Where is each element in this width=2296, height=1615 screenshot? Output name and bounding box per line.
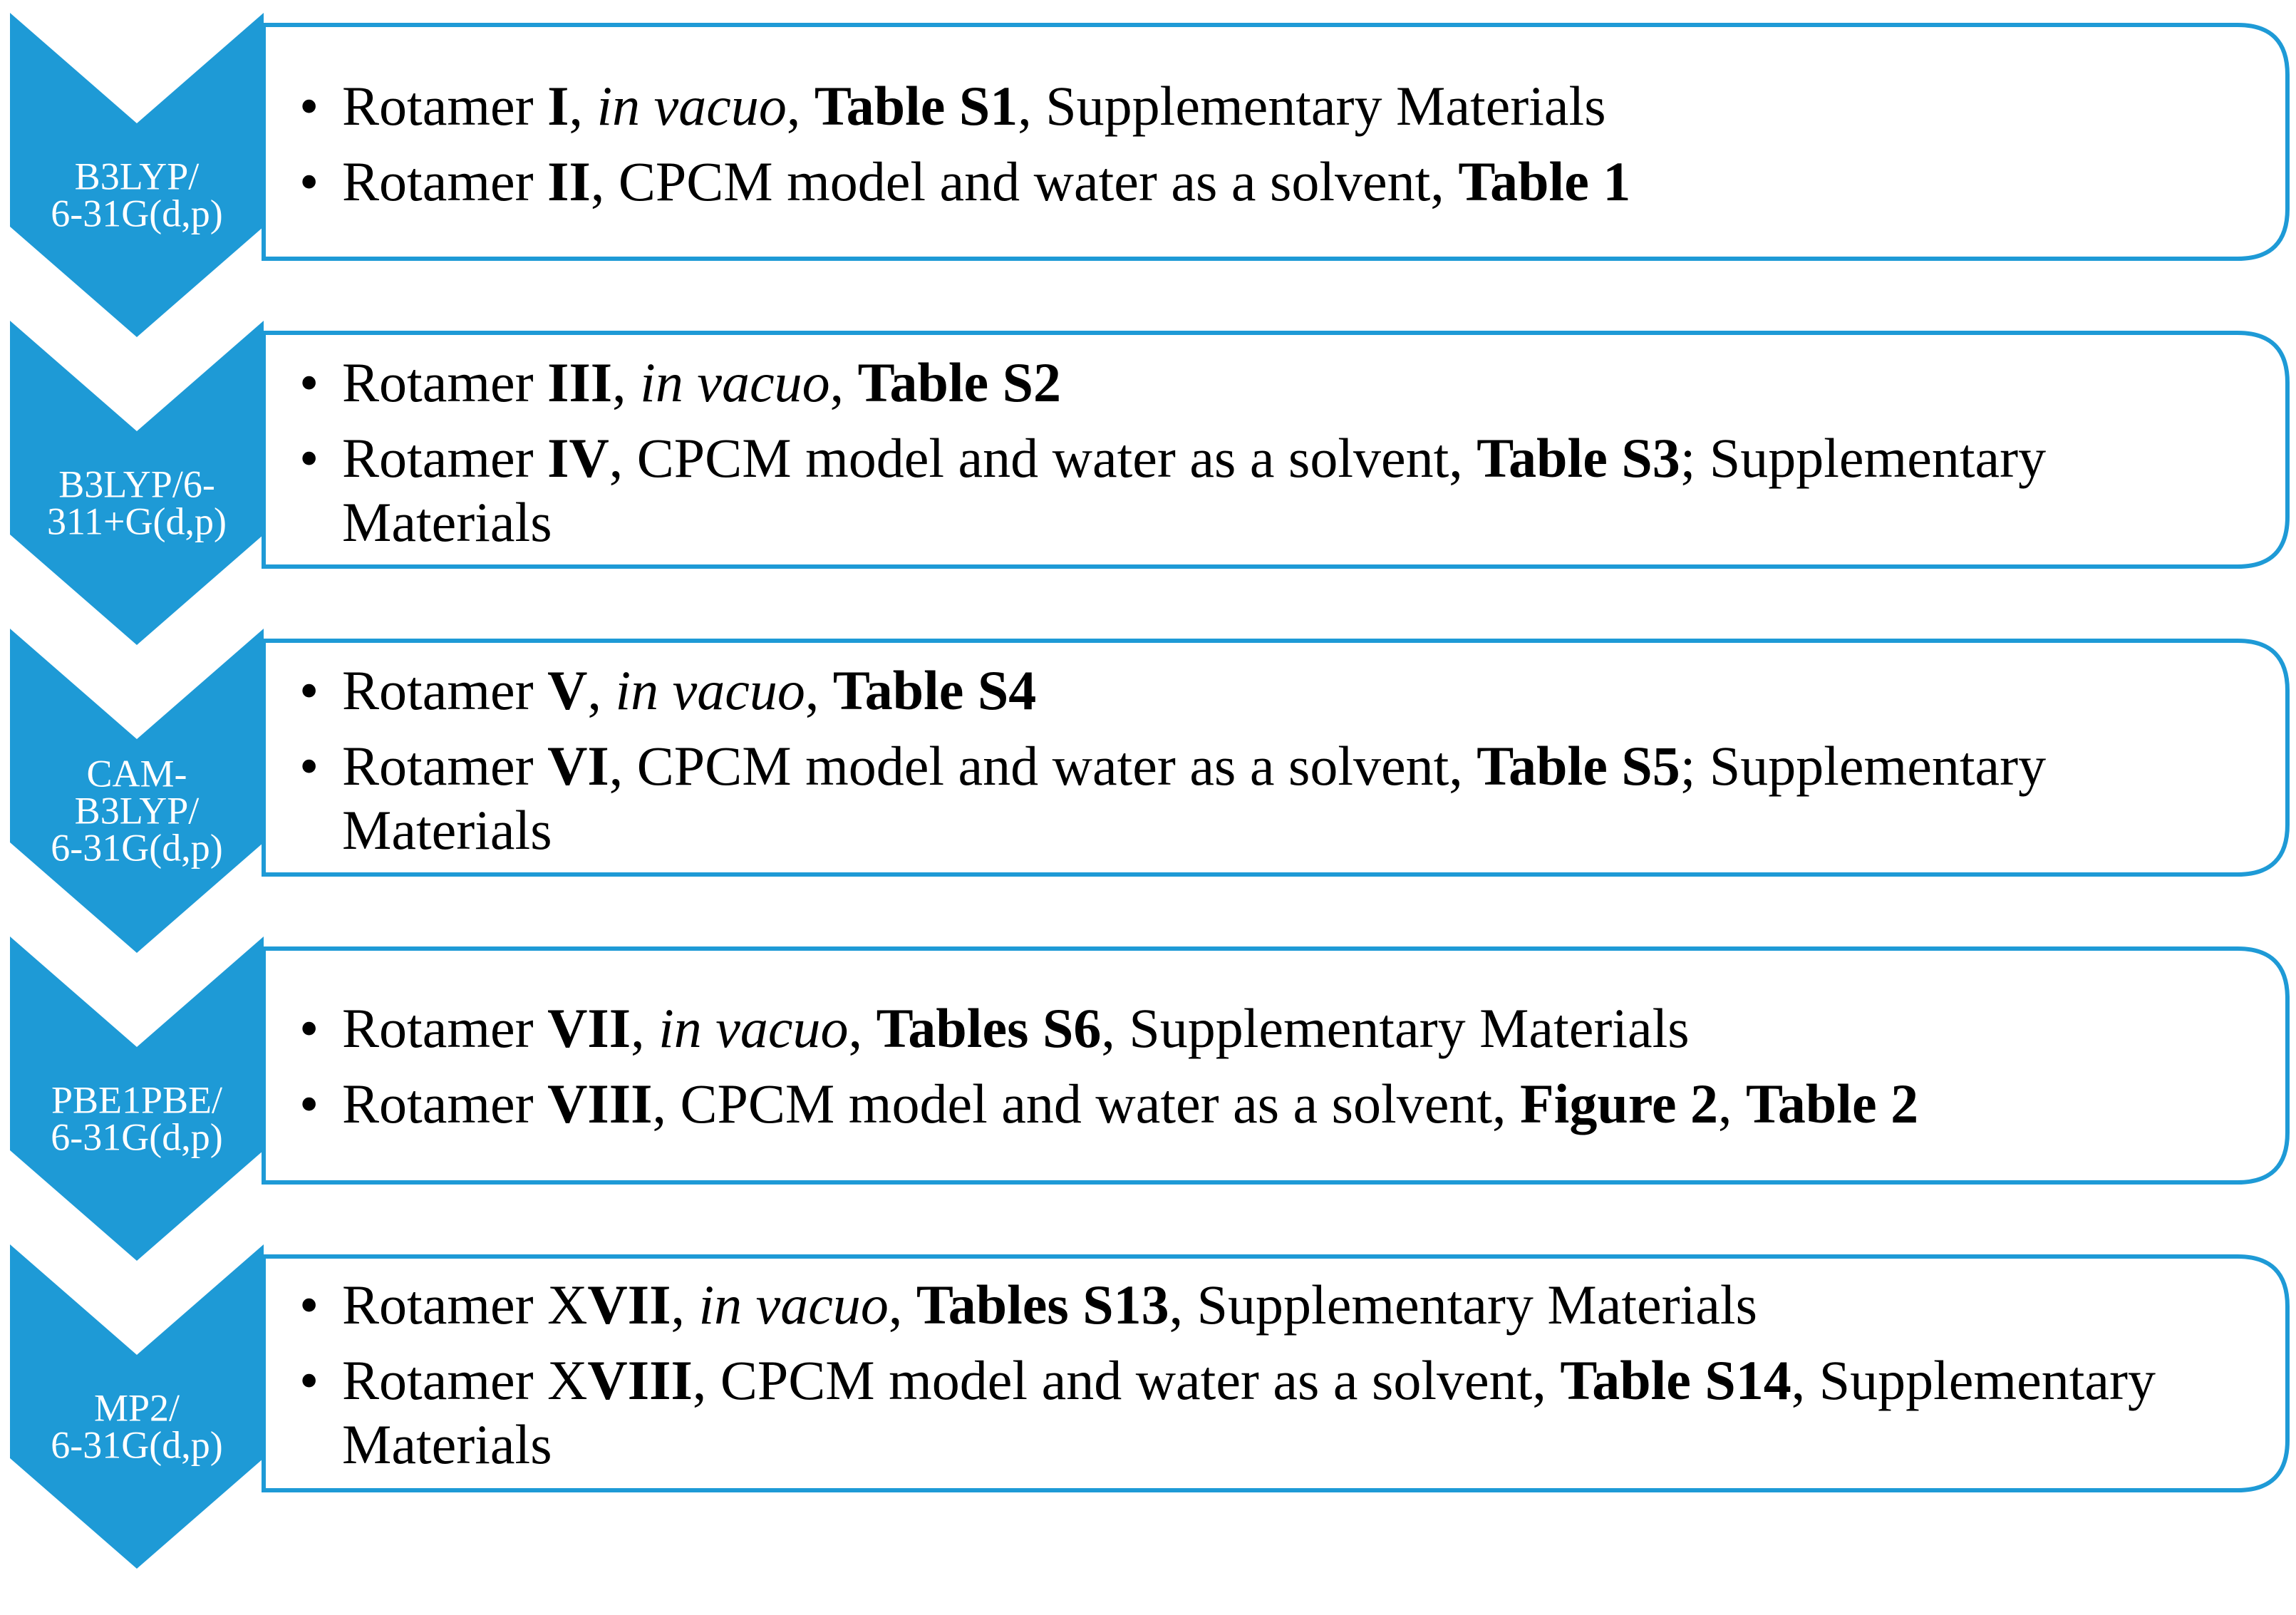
text-run: ,	[888, 1274, 916, 1336]
bullet-list-2	[294, 351, 2223, 554]
text-run: , CPCM model and water as a solvent,	[609, 427, 1477, 489]
method-label-line: 6-31G(d,p)	[51, 826, 223, 870]
method-label-line: CAM-	[86, 752, 187, 795]
bold-text: V	[547, 659, 588, 721]
text-run: Rotamer	[342, 997, 548, 1059]
text-run: , CPCM model and water as a solvent,	[609, 735, 1477, 797]
bullet-list-4	[294, 996, 2223, 1136]
italic-text: in vacuo	[698, 1274, 889, 1336]
italic-text: in vacuo	[640, 351, 830, 413]
bullet-item	[294, 1072, 2223, 1136]
bold-text: I	[547, 75, 569, 137]
bullet-list-5	[294, 1273, 2223, 1477]
text-run: Rotamer	[342, 1073, 548, 1135]
bullet-item	[294, 74, 2223, 138]
bullet-dot-icon: •	[299, 997, 319, 1059]
method-label-line: 6-31G(d,p)	[51, 1115, 223, 1159]
bullet-dot-icon: •	[299, 735, 319, 797]
bullet-dot-icon: •	[299, 150, 319, 212]
bullet-list-3	[294, 659, 2223, 862]
bullet-item	[294, 996, 2223, 1061]
bullet-dot-icon: •	[299, 1073, 319, 1135]
bullet-item	[294, 351, 2223, 415]
bold-text: Table 1	[1458, 150, 1631, 212]
bold-text: Table S4	[832, 659, 1037, 721]
method-label-line: PBE1PBE/	[51, 1078, 223, 1122]
text-run: , CPCM model and water as a solvent,	[692, 1349, 1561, 1411]
text-run: ,	[1718, 1073, 1747, 1135]
text-run: , CPCM model and water as a solvent,	[652, 1073, 1520, 1135]
bold-text: VII	[547, 997, 631, 1059]
method-label-line: B3LYP/	[74, 789, 200, 832]
text-run: ,	[829, 351, 858, 413]
italic-text: in vacuo	[658, 997, 849, 1059]
bold-text: Table S3	[1477, 427, 1680, 489]
text-run: Rotamer	[342, 735, 548, 797]
text-run: ,	[587, 659, 616, 721]
text-run: Rotamer	[342, 351, 548, 413]
bold-text: Figure 2	[1520, 1073, 1719, 1135]
method-label-line: MP2/	[93, 1386, 180, 1430]
bold-text: Tables S13	[916, 1274, 1169, 1336]
text-run: ,	[786, 75, 815, 137]
text-run: , Supplementary Materials	[1169, 1274, 1757, 1336]
text-run: , Supplementary Materials	[342, 1349, 2156, 1475]
bold-text: VIII	[547, 1073, 653, 1135]
bold-text: Table S2	[857, 351, 1062, 413]
text-run: Rotamer X	[342, 1274, 588, 1336]
italic-text: in vacuo	[615, 659, 805, 721]
text-run: , Supplementary Materials	[1018, 75, 1606, 137]
text-run: ,	[631, 997, 659, 1059]
method-label-line: 6-31G(d,p)	[51, 192, 223, 235]
bullet-dot-icon: •	[299, 351, 319, 413]
text-run: ,	[671, 1274, 699, 1336]
text-run: Rotamer X	[342, 1349, 588, 1411]
text-run: ,	[569, 75, 597, 137]
bold-text: Tables S6	[876, 997, 1102, 1059]
bullet-item	[294, 1273, 2223, 1337]
bold-text: VI	[547, 735, 609, 797]
text-run: ; Supplementary Materials	[342, 735, 2047, 861]
bullet-item	[294, 150, 2223, 214]
text-run: ,	[612, 351, 641, 413]
bold-text: II	[547, 150, 591, 212]
bullet-dot-icon: •	[299, 1349, 319, 1411]
bullet-dot-icon: •	[299, 75, 319, 137]
bullet-dot-icon: •	[299, 1274, 319, 1336]
bullet-dot-icon: •	[299, 659, 319, 721]
text-run: Rotamer	[342, 75, 548, 137]
bullet-item	[294, 659, 2223, 723]
bullet-item	[294, 734, 2223, 862]
bullet-dot-icon: •	[299, 427, 319, 489]
method-label-line: 311+G(d,p)	[47, 500, 227, 543]
bold-text: Table S5	[1477, 735, 1680, 797]
text-run: ; Supplementary Materials	[342, 427, 2047, 553]
bold-text: IV	[547, 427, 609, 489]
text-run: Rotamer	[342, 659, 548, 721]
method-label-line: 6-31G(d,p)	[51, 1423, 223, 1467]
italic-text: in vacuo	[596, 75, 787, 137]
text-run: ,	[848, 997, 876, 1059]
method-label-line: B3LYP/6-	[58, 463, 215, 506]
text-run: , CPCM model and water as a solvent,	[590, 150, 1459, 212]
bold-text: VII	[587, 1274, 671, 1336]
bullet-item	[294, 1348, 2223, 1477]
bold-text: Table S1	[814, 75, 1018, 137]
bold-text: Table 2	[1746, 1073, 1919, 1135]
bullet-list-1	[294, 74, 2223, 214]
bullet-item	[294, 426, 2223, 554]
bold-text: VIII	[587, 1349, 693, 1411]
text-run: , Supplementary Materials	[1101, 997, 1690, 1059]
text-run: Rotamer	[342, 427, 548, 489]
text-run: ,	[805, 659, 833, 721]
method-label-line: B3LYP/	[74, 155, 200, 198]
bold-text: III	[547, 351, 613, 413]
bold-text: Table S14	[1560, 1349, 1791, 1411]
text-run: Rotamer	[342, 150, 548, 212]
